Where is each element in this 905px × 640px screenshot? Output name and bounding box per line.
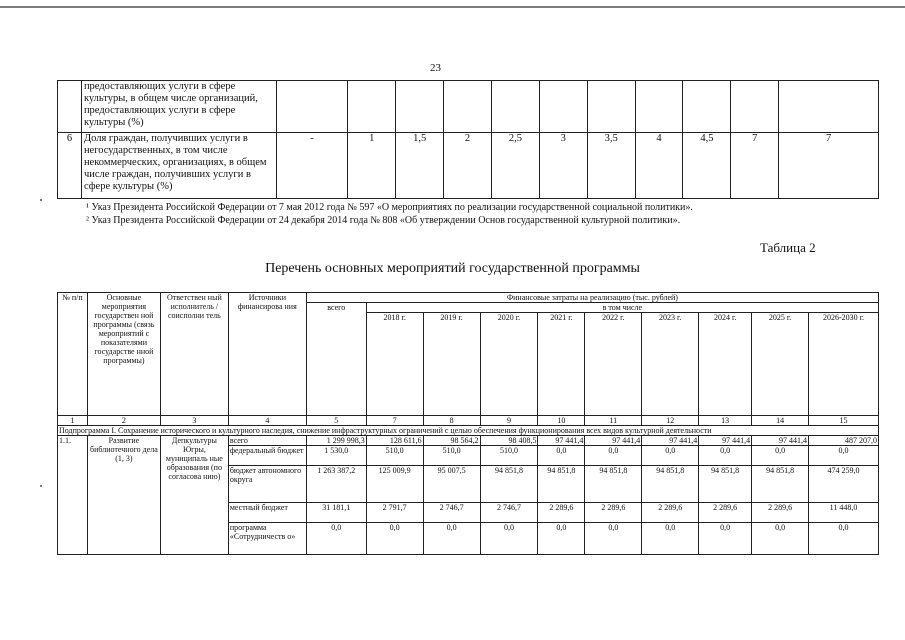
subprogram-title: Подпрограмма I. Сохранение исторического и культурного наследия, снижение инфраструктурных ограничений с целью обеспечения функционирования всех видов культурной деятельности: [58, 426, 879, 436]
cell: [444, 81, 492, 133]
cell: 1: [348, 133, 396, 199]
col-number: 10: [538, 416, 585, 426]
value-cell: 94 851,8: [752, 466, 809, 503]
cell: [491, 81, 539, 133]
col-number: 13: [699, 416, 752, 426]
value-cell: 2 289,6: [538, 503, 585, 523]
row-number: [58, 81, 82, 133]
value-cell: 2 289,6: [699, 503, 752, 523]
year-header: 2021 г.: [538, 313, 585, 416]
year-header: 2020 г.: [480, 313, 538, 416]
value-cell: 97 441,4: [699, 436, 752, 446]
col-number: 8: [423, 416, 480, 426]
year-header: 2026-2030 г.: [809, 313, 879, 416]
header-including: в том числе: [366, 303, 878, 313]
value-cell: 0,0: [809, 523, 879, 555]
indicator-text: предоставляющих услуги в сфере культуры, в общем числе организаций, предоставляющих услуги в сфере культуры (%): [81, 81, 276, 133]
page-number: 23: [430, 62, 441, 74]
cell: 2: [444, 133, 492, 199]
source-label: местный бюджет: [228, 503, 306, 523]
header-total: всего: [306, 303, 366, 416]
value-cell: 510,0: [366, 446, 423, 466]
value-cell: 98 564,2: [423, 436, 480, 446]
value-cell: 0,0: [585, 523, 642, 555]
item-executor: Депкультуры Югры, муниципаль ные образования (по согласова нию): [160, 436, 228, 555]
header-event: Основные мероприятия государствен ной программы (связь мероприятий с показателями государстве нной программы): [87, 293, 160, 416]
cell: 2,5: [491, 133, 539, 199]
value-cell: 128 611,6: [366, 436, 423, 446]
value-cell: 97 441,4: [642, 436, 699, 446]
cell: [396, 81, 444, 133]
value-cell: 97 441,4: [585, 436, 642, 446]
value-cell: 0,0: [538, 446, 585, 466]
col-number: 12: [642, 416, 699, 426]
value-cell: 474 259,0: [809, 466, 879, 503]
year-header: 2019 г.: [423, 313, 480, 416]
source-label: бюджет автономного округа: [228, 466, 306, 503]
footnote-1: ¹ Указ Президента Российской Федерации от 7 мая 2012 года № 597 «О мероприятиях по реализации государственной социальной политики».: [86, 202, 693, 213]
table-row: [58, 81, 879, 133]
value-cell: 95 007,5: [423, 466, 480, 503]
value-cell: 94 851,8: [699, 466, 752, 503]
item-event: Развитие библиотечного дела (1, 3): [87, 436, 160, 555]
header-source: Источники финансирова ния: [228, 293, 306, 416]
cell: 4,5: [683, 133, 731, 199]
col-number: 9: [480, 416, 538, 426]
table-row: [58, 436, 879, 446]
scan-speck: [40, 199, 42, 201]
value-cell: 2 746,7: [423, 503, 480, 523]
cell: [683, 81, 731, 133]
cell: [587, 81, 635, 133]
cell: 3: [539, 133, 587, 199]
subprogram-row: [58, 426, 879, 436]
value-cell: 11 448,0: [809, 503, 879, 523]
value-cell: 31 181,1: [306, 503, 366, 523]
value-cell: 97 441,4: [752, 436, 809, 446]
year-header: 2023 г.: [642, 313, 699, 416]
value-cell: 0,0: [480, 523, 538, 555]
item-number: 1.1.: [58, 436, 88, 555]
source-label: программа «Сотрудничеств о»: [228, 523, 306, 555]
cell: [635, 81, 683, 133]
value-cell: 2 746,7: [480, 503, 538, 523]
value-cell: 0,0: [699, 446, 752, 466]
value-cell: 94 851,8: [642, 466, 699, 503]
cell: [276, 81, 348, 133]
col-number: 1: [58, 416, 88, 426]
cell: [348, 81, 396, 133]
value-cell: 2 289,6: [642, 503, 699, 523]
indicators-table-continued: [57, 80, 879, 199]
cell: [779, 81, 879, 133]
value-cell: 0,0: [809, 446, 879, 466]
header-costs: Финансовые затраты на реализацию (тыс. рублей): [306, 293, 878, 303]
source-label: федеральный бюджет: [228, 446, 306, 466]
year-header: 2025 г.: [752, 313, 809, 416]
value-cell: 125 009,9: [366, 466, 423, 503]
cell: [539, 81, 587, 133]
value-cell: 0,0: [306, 523, 366, 555]
col-number: 11: [585, 416, 642, 426]
cell: -: [276, 133, 348, 199]
col-number: 15: [809, 416, 879, 426]
header-row: [58, 293, 879, 303]
value-cell: 0,0: [752, 446, 809, 466]
value-cell: 0,0: [585, 446, 642, 466]
year-header: 2024 г.: [699, 313, 752, 416]
value-cell: 94 851,8: [480, 466, 538, 503]
col-number: 5: [306, 416, 366, 426]
cell: 3,5: [587, 133, 635, 199]
value-cell: 94 851,8: [585, 466, 642, 503]
value-cell: 94 851,8: [538, 466, 585, 503]
scan-speck: [40, 485, 42, 487]
value-cell: 510,0: [423, 446, 480, 466]
cell: 1,5: [396, 133, 444, 199]
value-cell: 0,0: [423, 523, 480, 555]
cell: [731, 81, 779, 133]
value-cell: 0,0: [642, 523, 699, 555]
value-cell: 510,0: [480, 446, 538, 466]
value-cell: 97 441,4: [538, 436, 585, 446]
value-cell: 0,0: [538, 523, 585, 555]
table-label: Таблица 2: [760, 240, 816, 255]
activities-table: [57, 292, 879, 555]
year-header: 2018 г.: [366, 313, 423, 416]
header-num: № п/п: [58, 293, 88, 416]
value-cell: 0,0: [699, 523, 752, 555]
col-number: 3: [160, 416, 228, 426]
value-cell: 1 530,0: [306, 446, 366, 466]
cell: 7: [779, 133, 879, 199]
col-number: 7: [366, 416, 423, 426]
cell: 4: [635, 133, 683, 199]
value-cell: 0,0: [642, 446, 699, 466]
value-cell: 2 791,7: [366, 503, 423, 523]
footnote-2: ² Указ Президента Российской Федерации от 24 декабря 2014 года № 808 «Об утверждении Основ государственной культурной политики».: [86, 215, 681, 226]
cell: 7: [731, 133, 779, 199]
value-cell: 0,0: [752, 523, 809, 555]
col-number: 14: [752, 416, 809, 426]
value-cell: 1 299 998,3: [306, 436, 366, 446]
year-header: 2022 г.: [585, 313, 642, 416]
value-cell: 2 289,6: [752, 503, 809, 523]
scan-top-edge: [0, 6, 905, 8]
value-cell: 2 289,6: [585, 503, 642, 523]
column-number-row: [58, 416, 879, 426]
table-row: [58, 133, 879, 199]
indicator-text: Доля граждан, получивших услуги в негосударственных, в том числе некоммерческих, организациях, в общем числе граждан, получивших услуги в сфере культуры (%): [81, 133, 276, 199]
value-cell: 1 263 387,2: [306, 466, 366, 503]
value-cell: 0,0: [366, 523, 423, 555]
table-title: Перечень основных мероприятий государственной программы: [265, 261, 640, 276]
col-number: 2: [87, 416, 160, 426]
value-cell: 487 207,0: [809, 436, 879, 446]
source-label: всего: [228, 436, 306, 446]
value-cell: 98 408,5: [480, 436, 538, 446]
header-executor: Ответствен ный исполнитель / соисполни тель: [160, 293, 228, 416]
row-number: 6: [58, 133, 82, 199]
col-number: 4: [228, 416, 306, 426]
